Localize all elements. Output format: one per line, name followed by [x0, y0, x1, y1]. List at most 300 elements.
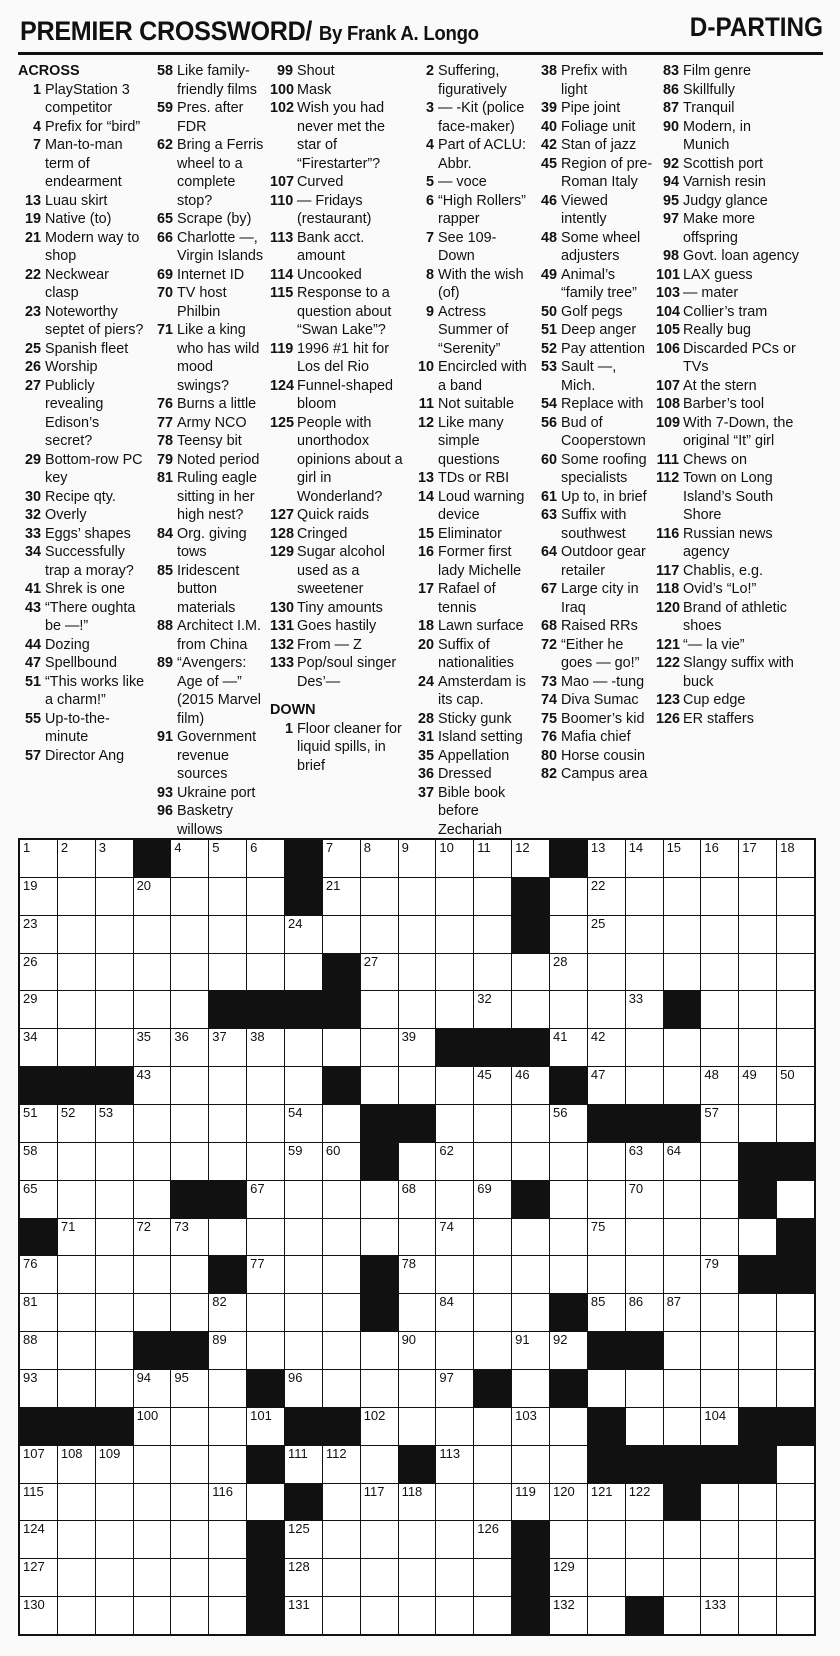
grid-cell[interactable] — [247, 1181, 284, 1218]
grid-cell[interactable] — [96, 954, 133, 991]
grid-cell[interactable] — [399, 1067, 436, 1104]
grid-cell[interactable] — [436, 1408, 473, 1445]
grid-cell[interactable] — [209, 1408, 246, 1445]
grid-cell[interactable] — [20, 1521, 57, 1558]
grid-cell[interactable] — [550, 1559, 587, 1596]
grid-cell[interactable] — [361, 1597, 398, 1634]
grid-cell[interactable] — [777, 916, 814, 953]
grid-cell[interactable] — [171, 1143, 208, 1180]
grid-cell[interactable] — [96, 1294, 133, 1331]
grid-cell[interactable] — [285, 1105, 322, 1142]
grid-cell[interactable] — [134, 1597, 171, 1634]
grid-cell[interactable] — [209, 1446, 246, 1483]
grid-cell[interactable] — [512, 840, 549, 877]
grid-cell[interactable] — [134, 1143, 171, 1180]
grid-cell[interactable] — [209, 1219, 246, 1256]
grid-cell[interactable] — [361, 1219, 398, 1256]
grid-cell[interactable] — [626, 1294, 663, 1331]
grid-cell[interactable] — [247, 1105, 284, 1142]
grid-cell[interactable] — [664, 1408, 701, 1445]
grid-cell[interactable] — [474, 1559, 511, 1596]
grid-cell[interactable] — [96, 840, 133, 877]
grid-cell[interactable] — [96, 1181, 133, 1218]
grid-cell[interactable] — [512, 1294, 549, 1331]
grid-cell[interactable] — [399, 1181, 436, 1218]
grid-cell[interactable] — [436, 1559, 473, 1596]
grid-cell[interactable] — [626, 1181, 663, 1218]
grid-cell[interactable] — [285, 1256, 322, 1293]
grid-cell[interactable] — [247, 1143, 284, 1180]
grid-cell[interactable] — [20, 1597, 57, 1634]
grid-cell[interactable] — [701, 1521, 738, 1558]
grid-cell[interactable] — [361, 1408, 398, 1445]
grid-cell[interactable] — [512, 1143, 549, 1180]
grid-cell[interactable] — [134, 916, 171, 953]
grid-cell[interactable] — [626, 1029, 663, 1066]
grid-cell[interactable] — [20, 1105, 57, 1142]
grid-cell[interactable] — [285, 1294, 322, 1331]
grid-cell[interactable] — [323, 1370, 360, 1407]
grid-cell[interactable] — [739, 1484, 776, 1521]
grid-cell[interactable] — [588, 1067, 625, 1104]
grid-cell[interactable] — [436, 840, 473, 877]
grid-cell[interactable] — [664, 1294, 701, 1331]
grid-cell[interactable] — [474, 1597, 511, 1634]
grid-cell[interactable] — [739, 1521, 776, 1558]
grid-cell[interactable] — [701, 1370, 738, 1407]
grid-cell[interactable] — [134, 1559, 171, 1596]
grid-cell[interactable] — [285, 1029, 322, 1066]
grid-cell[interactable] — [474, 1484, 511, 1521]
grid-cell[interactable] — [399, 916, 436, 953]
grid-cell[interactable] — [58, 1597, 95, 1634]
grid-cell[interactable] — [550, 1408, 587, 1445]
grid-cell[interactable] — [626, 1143, 663, 1180]
grid-cell[interactable] — [20, 1484, 57, 1521]
grid-cell[interactable] — [399, 1484, 436, 1521]
grid-cell[interactable] — [664, 916, 701, 953]
grid-cell[interactable] — [20, 954, 57, 991]
grid-cell[interactable] — [96, 991, 133, 1028]
grid-cell[interactable] — [247, 1484, 284, 1521]
grid-cell[interactable] — [361, 878, 398, 915]
grid-cell[interactable] — [58, 1294, 95, 1331]
grid-cell[interactable] — [550, 991, 587, 1028]
grid-cell[interactable] — [550, 1597, 587, 1634]
grid-cell[interactable] — [58, 1105, 95, 1142]
grid-cell[interactable] — [550, 878, 587, 915]
grid-cell[interactable] — [512, 1484, 549, 1521]
grid-cell[interactable] — [58, 1181, 95, 1218]
grid-cell[interactable] — [664, 1143, 701, 1180]
grid-cell[interactable] — [550, 1105, 587, 1142]
grid-cell[interactable] — [474, 916, 511, 953]
grid-cell[interactable] — [247, 1029, 284, 1066]
grid-cell[interactable] — [588, 916, 625, 953]
grid-cell[interactable] — [664, 1521, 701, 1558]
grid-cell[interactable] — [96, 1332, 133, 1369]
grid-cell[interactable] — [474, 1181, 511, 1218]
grid-cell[interactable] — [285, 954, 322, 991]
grid-cell[interactable] — [399, 1294, 436, 1331]
grid-cell[interactable] — [361, 916, 398, 953]
grid-cell[interactable] — [58, 1219, 95, 1256]
grid-cell[interactable] — [512, 1446, 549, 1483]
grid-cell[interactable] — [209, 1029, 246, 1066]
grid-cell[interactable] — [436, 954, 473, 991]
grid-cell[interactable] — [664, 1256, 701, 1293]
grid-cell[interactable] — [285, 1559, 322, 1596]
grid-cell[interactable] — [777, 1446, 814, 1483]
grid-cell[interactable] — [626, 916, 663, 953]
grid-cell[interactable] — [739, 878, 776, 915]
grid-cell[interactable] — [664, 878, 701, 915]
grid-cell[interactable] — [739, 1067, 776, 1104]
grid-cell[interactable] — [436, 1521, 473, 1558]
grid-cell[interactable] — [588, 1143, 625, 1180]
grid-cell[interactable] — [550, 1484, 587, 1521]
grid-cell[interactable] — [20, 1143, 57, 1180]
grid-cell[interactable] — [701, 991, 738, 1028]
grid-cell[interactable] — [588, 954, 625, 991]
grid-cell[interactable] — [588, 1294, 625, 1331]
grid-cell[interactable] — [739, 1332, 776, 1369]
grid-cell[interactable] — [361, 1029, 398, 1066]
grid-cell[interactable] — [134, 991, 171, 1028]
grid-cell[interactable] — [361, 1559, 398, 1596]
grid-cell[interactable] — [399, 1029, 436, 1066]
grid-cell[interactable] — [285, 1219, 322, 1256]
grid-cell[interactable] — [134, 1408, 171, 1445]
grid-cell[interactable] — [323, 916, 360, 953]
grid-cell[interactable] — [58, 991, 95, 1028]
grid-cell[interactable] — [436, 878, 473, 915]
grid-cell[interactable] — [664, 1067, 701, 1104]
grid-cell[interactable] — [247, 916, 284, 953]
grid-cell[interactable] — [550, 1219, 587, 1256]
grid-cell[interactable] — [323, 1484, 360, 1521]
grid-cell[interactable] — [323, 1559, 360, 1596]
grid-cell[interactable] — [777, 954, 814, 991]
grid-cell[interactable] — [701, 878, 738, 915]
grid-cell[interactable] — [399, 1559, 436, 1596]
grid-cell[interactable] — [588, 1484, 625, 1521]
grid-cell[interactable] — [285, 1521, 322, 1558]
grid-cell[interactable] — [701, 916, 738, 953]
grid-cell[interactable] — [209, 1294, 246, 1331]
grid-cell[interactable] — [285, 1597, 322, 1634]
grid-cell[interactable] — [664, 1181, 701, 1218]
grid-cell[interactable] — [550, 1029, 587, 1066]
grid-cell[interactable] — [550, 1332, 587, 1369]
grid-cell[interactable] — [626, 1370, 663, 1407]
grid-cell[interactable] — [701, 954, 738, 991]
grid-cell[interactable] — [588, 1559, 625, 1596]
grid-cell[interactable] — [171, 1446, 208, 1483]
grid-cell[interactable] — [399, 991, 436, 1028]
grid-cell[interactable] — [247, 1067, 284, 1104]
grid-cell[interactable] — [209, 1597, 246, 1634]
grid-cell[interactable] — [626, 1067, 663, 1104]
grid-cell[interactable] — [323, 840, 360, 877]
grid-cell[interactable] — [58, 1484, 95, 1521]
grid-cell[interactable] — [588, 1029, 625, 1066]
grid-cell[interactable] — [777, 1559, 814, 1596]
grid-cell[interactable] — [664, 1370, 701, 1407]
grid-cell[interactable] — [285, 1181, 322, 1218]
grid-cell[interactable] — [209, 1559, 246, 1596]
grid-cell[interactable] — [626, 878, 663, 915]
grid-cell[interactable] — [777, 1067, 814, 1104]
grid-cell[interactable] — [96, 1370, 133, 1407]
grid-cell[interactable] — [134, 1484, 171, 1521]
grid-cell[interactable] — [701, 1143, 738, 1180]
grid-cell[interactable] — [436, 1484, 473, 1521]
grid-cell[interactable] — [96, 1029, 133, 1066]
grid-cell[interactable] — [626, 954, 663, 991]
grid-cell[interactable] — [474, 1408, 511, 1445]
grid-cell[interactable] — [777, 878, 814, 915]
grid-cell[interactable] — [701, 1029, 738, 1066]
grid-cell[interactable] — [20, 991, 57, 1028]
grid-cell[interactable] — [588, 1219, 625, 1256]
grid-cell[interactable] — [285, 916, 322, 953]
grid-cell[interactable] — [474, 840, 511, 877]
grid-cell[interactable] — [96, 1521, 133, 1558]
grid-cell[interactable] — [626, 1256, 663, 1293]
grid-cell[interactable] — [171, 954, 208, 991]
grid-cell[interactable] — [134, 1067, 171, 1104]
grid-cell[interactable] — [588, 878, 625, 915]
grid-cell[interactable] — [512, 1370, 549, 1407]
grid-cell[interactable] — [399, 840, 436, 877]
grid-cell[interactable] — [247, 954, 284, 991]
grid-cell[interactable] — [436, 1256, 473, 1293]
grid-cell[interactable] — [550, 1143, 587, 1180]
grid-cell[interactable] — [436, 1105, 473, 1142]
grid-cell[interactable] — [171, 840, 208, 877]
grid-cell[interactable] — [96, 1143, 133, 1180]
grid-cell[interactable] — [361, 954, 398, 991]
grid-cell[interactable] — [739, 1294, 776, 1331]
grid-cell[interactable] — [399, 1521, 436, 1558]
grid-cell[interactable] — [474, 878, 511, 915]
grid-cell[interactable] — [474, 1105, 511, 1142]
grid-cell[interactable] — [134, 1294, 171, 1331]
grid-cell[interactable] — [20, 840, 57, 877]
grid-cell[interactable] — [58, 1332, 95, 1369]
grid-cell[interactable] — [323, 1521, 360, 1558]
grid-cell[interactable] — [323, 1181, 360, 1218]
grid-cell[interactable] — [664, 954, 701, 991]
grid-cell[interactable] — [436, 1294, 473, 1331]
grid-cell[interactable] — [171, 991, 208, 1028]
grid-cell[interactable] — [399, 1597, 436, 1634]
grid-cell[interactable] — [512, 1067, 549, 1104]
grid-cell[interactable] — [323, 1294, 360, 1331]
grid-cell[interactable] — [58, 916, 95, 953]
grid-cell[interactable] — [474, 1446, 511, 1483]
grid-cell[interactable] — [96, 878, 133, 915]
grid-cell[interactable] — [323, 1105, 360, 1142]
grid-cell[interactable] — [399, 1370, 436, 1407]
grid-cell[interactable] — [209, 1332, 246, 1369]
grid-cell[interactable] — [171, 1256, 208, 1293]
grid-cell[interactable] — [664, 840, 701, 877]
grid-cell[interactable] — [436, 1181, 473, 1218]
grid-cell[interactable] — [134, 1521, 171, 1558]
grid-cell[interactable] — [209, 1143, 246, 1180]
grid-cell[interactable] — [399, 954, 436, 991]
grid-cell[interactable] — [323, 1029, 360, 1066]
grid-cell[interactable] — [58, 1521, 95, 1558]
grid-cell[interactable] — [588, 1181, 625, 1218]
grid-cell[interactable] — [777, 1484, 814, 1521]
grid-cell[interactable] — [209, 878, 246, 915]
grid-cell[interactable] — [399, 1408, 436, 1445]
grid-cell[interactable] — [436, 991, 473, 1028]
grid-cell[interactable] — [626, 1521, 663, 1558]
grid-cell[interactable] — [512, 1332, 549, 1369]
grid-cell[interactable] — [247, 840, 284, 877]
grid-cell[interactable] — [550, 1181, 587, 1218]
grid-cell[interactable] — [399, 1332, 436, 1369]
grid-cell[interactable] — [323, 878, 360, 915]
grid-cell[interactable] — [134, 1256, 171, 1293]
grid-cell[interactable] — [588, 991, 625, 1028]
grid-cell[interactable] — [626, 840, 663, 877]
grid-cell[interactable] — [134, 1029, 171, 1066]
grid-cell[interactable] — [474, 1256, 511, 1293]
grid-cell[interactable] — [171, 1484, 208, 1521]
grid-cell[interactable] — [777, 1597, 814, 1634]
grid-cell[interactable] — [285, 1332, 322, 1369]
grid-cell[interactable] — [361, 840, 398, 877]
grid-cell[interactable] — [20, 916, 57, 953]
grid-cell[interactable] — [739, 1105, 776, 1142]
grid-cell[interactable] — [20, 1446, 57, 1483]
grid-cell[interactable] — [134, 878, 171, 915]
grid-cell[interactable] — [96, 916, 133, 953]
grid-cell[interactable] — [474, 1143, 511, 1180]
grid-cell[interactable] — [58, 840, 95, 877]
grid-cell[interactable] — [171, 1105, 208, 1142]
grid-cell[interactable] — [209, 1067, 246, 1104]
grid-cell[interactable] — [739, 1370, 776, 1407]
grid-cell[interactable] — [777, 1294, 814, 1331]
grid-cell[interactable] — [588, 1256, 625, 1293]
grid-cell[interactable] — [701, 1332, 738, 1369]
grid-cell[interactable] — [588, 1370, 625, 1407]
grid-cell[interactable] — [512, 991, 549, 1028]
grid-cell[interactable] — [436, 1067, 473, 1104]
grid-cell[interactable] — [777, 1521, 814, 1558]
grid-cell[interactable] — [399, 1256, 436, 1293]
grid-cell[interactable] — [134, 1181, 171, 1218]
grid-cell[interactable] — [550, 916, 587, 953]
grid-cell[interactable] — [58, 878, 95, 915]
grid-cell[interactable] — [739, 1559, 776, 1596]
grid-cell[interactable] — [247, 878, 284, 915]
grid-cell[interactable] — [96, 1484, 133, 1521]
grid-cell[interactable] — [550, 1446, 587, 1483]
grid-cell[interactable] — [777, 1370, 814, 1407]
grid-cell[interactable] — [777, 991, 814, 1028]
grid-cell[interactable] — [323, 1597, 360, 1634]
grid-cell[interactable] — [664, 1332, 701, 1369]
grid-cell[interactable] — [58, 1256, 95, 1293]
grid-cell[interactable] — [209, 916, 246, 953]
grid-cell[interactable] — [58, 954, 95, 991]
grid-cell[interactable] — [436, 1370, 473, 1407]
grid-cell[interactable] — [209, 840, 246, 877]
grid-cell[interactable] — [739, 954, 776, 991]
grid-cell[interactable] — [171, 1408, 208, 1445]
grid-cell[interactable] — [134, 1219, 171, 1256]
grid-cell[interactable] — [96, 1219, 133, 1256]
grid-cell[interactable] — [436, 1597, 473, 1634]
grid-cell[interactable] — [701, 1105, 738, 1142]
grid-cell[interactable] — [739, 991, 776, 1028]
grid-cell[interactable] — [134, 1105, 171, 1142]
grid-cell[interactable] — [512, 1408, 549, 1445]
grid-cell[interactable] — [512, 954, 549, 991]
grid-cell[interactable] — [474, 1294, 511, 1331]
grid-cell[interactable] — [361, 1446, 398, 1483]
grid-cell[interactable] — [171, 1029, 208, 1066]
grid-cell[interactable] — [285, 1143, 322, 1180]
grid-cell[interactable] — [626, 1559, 663, 1596]
grid-cell[interactable] — [323, 1332, 360, 1369]
grid-cell[interactable] — [436, 1219, 473, 1256]
grid-cell[interactable] — [171, 1219, 208, 1256]
grid-cell[interactable] — [436, 916, 473, 953]
grid-cell[interactable] — [399, 1143, 436, 1180]
grid-cell[interactable] — [474, 1219, 511, 1256]
grid-cell[interactable] — [701, 1067, 738, 1104]
grid-cell[interactable] — [664, 1219, 701, 1256]
grid-cell[interactable] — [96, 1446, 133, 1483]
grid-cell[interactable] — [20, 1256, 57, 1293]
grid-cell[interactable] — [588, 1521, 625, 1558]
grid-cell[interactable] — [134, 954, 171, 991]
grid-cell[interactable] — [739, 1597, 776, 1634]
grid-cell[interactable] — [588, 1597, 625, 1634]
grid-cell[interactable] — [171, 1521, 208, 1558]
grid-cell[interactable] — [361, 991, 398, 1028]
grid-cell[interactable] — [626, 1219, 663, 1256]
grid-cell[interactable] — [171, 1294, 208, 1331]
grid-cell[interactable] — [20, 878, 57, 915]
grid-cell[interactable] — [739, 1219, 776, 1256]
grid-cell[interactable] — [209, 954, 246, 991]
grid-cell[interactable] — [285, 1446, 322, 1483]
grid-cell[interactable] — [512, 1105, 549, 1142]
grid-cell[interactable] — [20, 1181, 57, 1218]
grid-cell[interactable] — [20, 1370, 57, 1407]
grid-cell[interactable] — [209, 1521, 246, 1558]
grid-cell[interactable] — [134, 1370, 171, 1407]
grid-cell[interactable] — [171, 1067, 208, 1104]
grid-cell[interactable] — [550, 1256, 587, 1293]
grid-cell[interactable] — [361, 1521, 398, 1558]
grid-cell[interactable] — [247, 1294, 284, 1331]
grid-cell[interactable] — [171, 1370, 208, 1407]
grid-cell[interactable] — [20, 1332, 57, 1369]
grid-cell[interactable] — [323, 1143, 360, 1180]
grid-cell[interactable] — [361, 1181, 398, 1218]
grid-cell[interactable] — [285, 1067, 322, 1104]
